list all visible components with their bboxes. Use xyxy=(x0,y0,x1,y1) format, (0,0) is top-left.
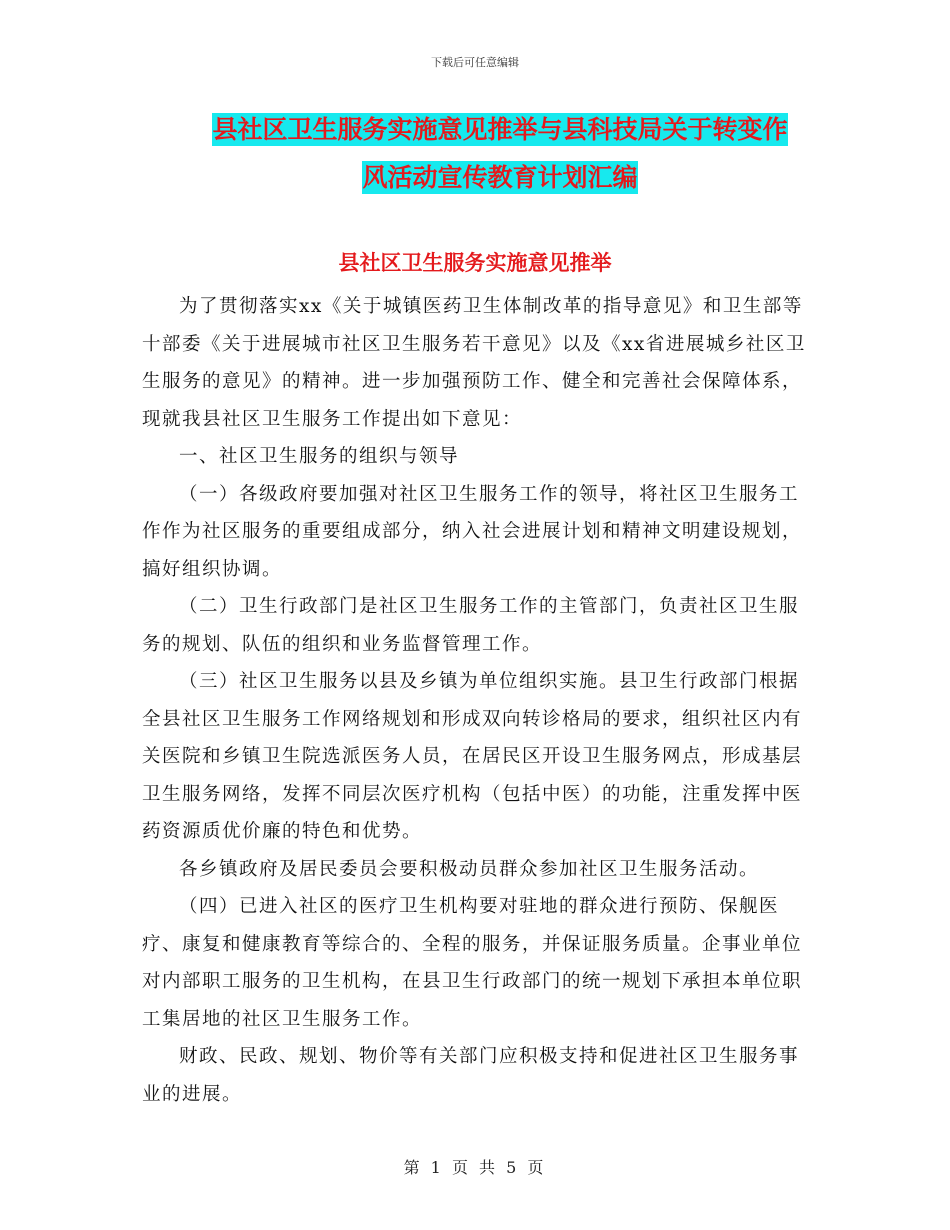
header-note: 下载后可任意编辑 xyxy=(431,56,519,69)
paragraph-item-2: （二）卫生行政部门是社区卫生服务工作的主管部门，负责社区卫生服务的规划、队伍的组织和业务监督管理工作。 xyxy=(142,596,800,655)
paragraph-township: 各乡镇政府及居民委员会要积极动员群众参加社区卫生服务活动。 xyxy=(179,858,760,880)
paragraph-item-1: （一）各级政府要加强对社区卫生服务工作的领导，将社区卫生服务工作作为社区服务的重要组成部分，纳入社会进展计划和精神文明建设规划，搞好组织协调。 xyxy=(142,483,803,580)
page-number: 第 1 页 共 5 页 xyxy=(403,1158,547,1177)
paragraph-heading-1: 一、社区卫生服务的组织与领导 xyxy=(179,446,460,467)
paragraph-intro: 为了贯彻落实xx《关于城镇医药卫生体制改革的指导意见》和卫生部等十部委《关于进展城市社区卫生服务若干意见》以及《xx省进展城乡社区卫生服务的意见》的精神。进一步加强预防工作、健全和完善社会保障体系，现就我县社区卫生服务工作提出如下意见： xyxy=(142,296,806,430)
body-text xyxy=(142,288,810,1113)
paragraph-item-3: （三）社区卫生服务以县及乡镇为单位组织实施。县卫生行政部门根据全县社区卫生服务工作网络规划和形成双向转诊格局的要求，组织社区内有关医院和乡镇卫生院选派医务人员，在居民区开设卫生服务网点，形成基层卫生服务网络，发挥不同层次医疗机构（包括中医）的功能，注重发挥中医药资源质优价廉的特色和优势。 xyxy=(142,671,803,842)
document-title xyxy=(195,106,805,202)
section-title: 县社区卫生服务实施意见推举 xyxy=(338,251,612,275)
document-title-line-1: 县社区卫生服务实施意见推举与县科技局关于转变作 xyxy=(212,115,788,144)
paragraph-departments: 财政、民政、规划、物价等有关部门应积极支持和促进社区卫生服务事业的进展。 xyxy=(142,1046,800,1105)
document-title-line-2: 风活动宣传教育计划汇编 xyxy=(362,163,638,192)
paragraph-item-4: （四）已进入社区的医疗卫生机构要对驻地的群众进行预防、保舰医疗、康复和健康教育等综合的、全程的服务，并保证服务质量。企事业单位对内部职工服务的卫生机构，在县卫生行政部门的统一规划下承担本单位职工集居地的社区卫生服务工作。 xyxy=(142,896,803,1030)
